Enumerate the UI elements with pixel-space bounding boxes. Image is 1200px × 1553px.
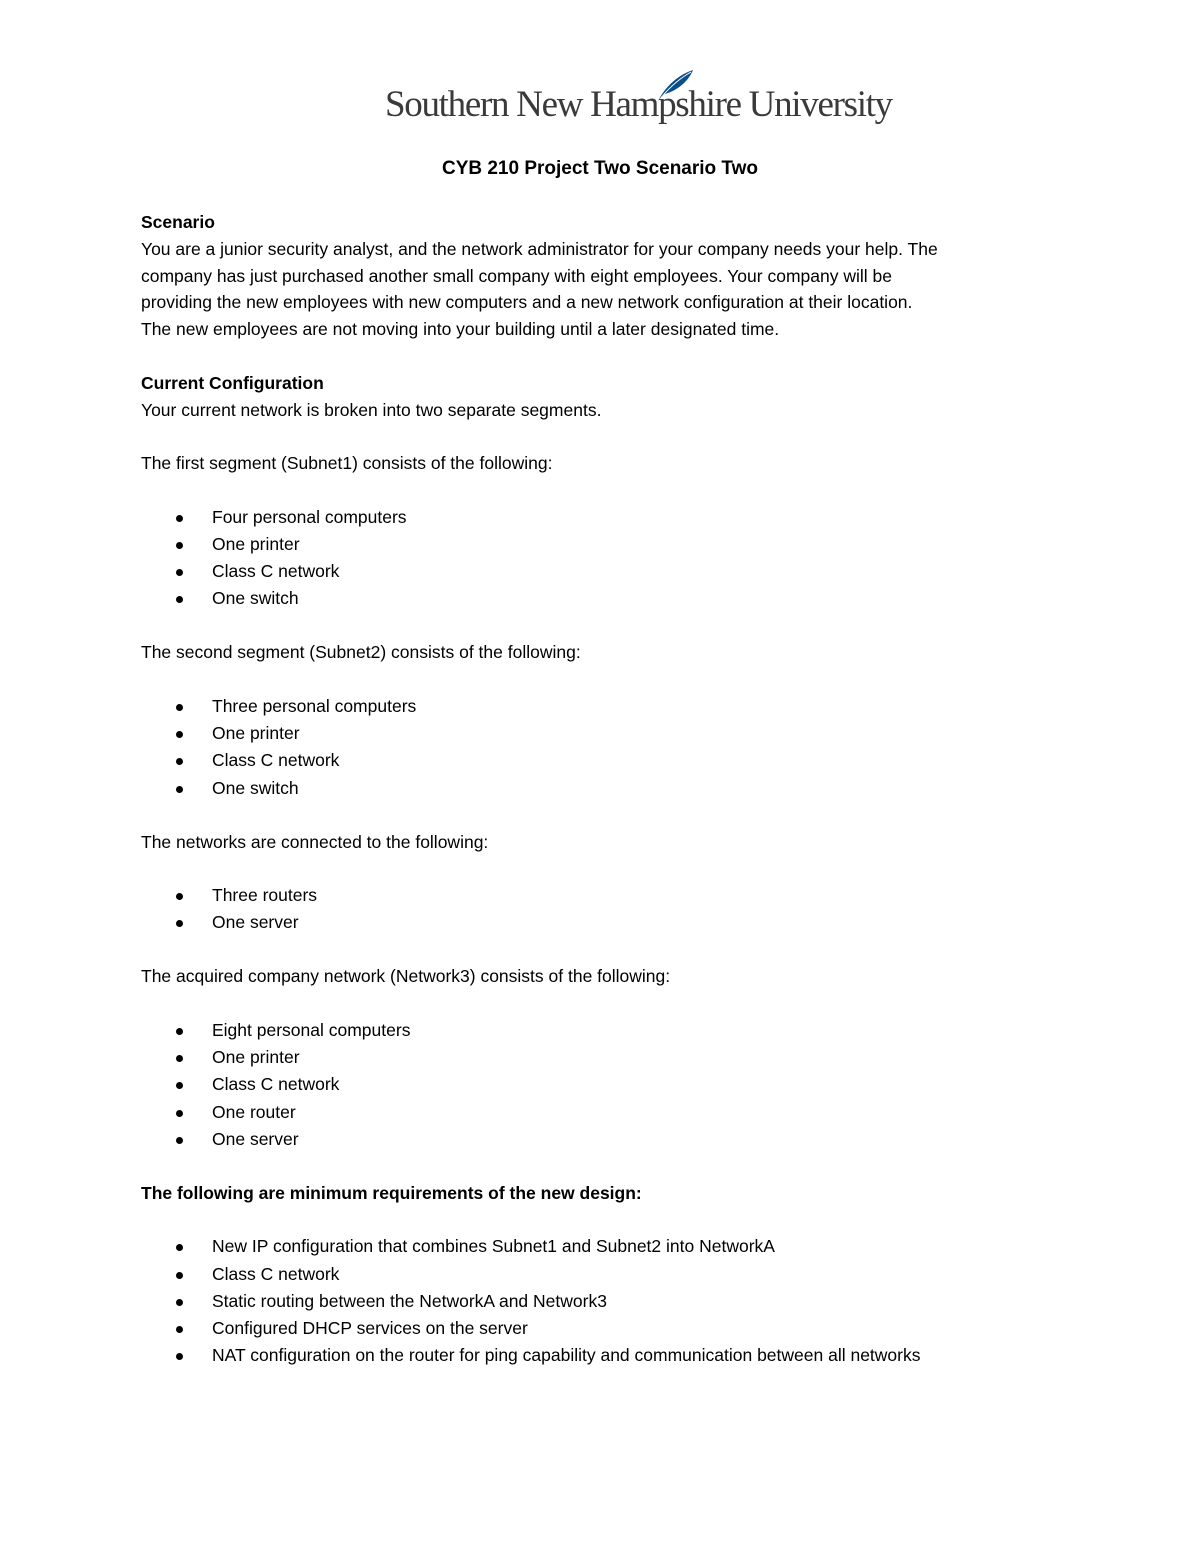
- network3-label: The acquired company network (Network3) consists of the following:: [141, 966, 671, 987]
- list-item: Class C network: [141, 1071, 1081, 1098]
- logo-wordmark: Southern New Hampshire University: [385, 84, 892, 125]
- list-item: One server: [141, 1126, 1081, 1153]
- scenario-line: company has just purchased another small company with eight employees. Your company will be: [141, 265, 892, 286]
- network3-list: [141, 1017, 1081, 1153]
- scenario-line: You are a junior security analyst, and the network administrator for your company needs your help. The: [141, 238, 938, 259]
- document-body: [141, 209, 1081, 1369]
- current-configuration-heading: Current Configuration: [141, 372, 324, 393]
- list-item: One switch: [141, 775, 1081, 802]
- page-title: CYB 210 Project Two Scenario Two: [441, 158, 759, 179]
- subnet2-label: The second segment (Subnet2) consists of the following:: [141, 642, 581, 663]
- scenario-heading: Scenario: [141, 212, 215, 232]
- list-item: Class C network: [141, 1261, 1081, 1288]
- requirements-list: [141, 1233, 1081, 1369]
- scenario-line: The new employees are not moving into your building until a later designated time.: [141, 319, 780, 340]
- list-item: Static routing between the NetworkA and Network3: [141, 1288, 1081, 1315]
- subnet2-list: [141, 693, 1081, 802]
- list-item: Class C network: [141, 747, 1081, 774]
- list-item: New IP configuration that combines Subnet1 and Subnet2 into NetworkA: [141, 1233, 1081, 1260]
- list-item: One router: [141, 1099, 1081, 1126]
- current-configuration-intro: Your current network is broken into two separate segments.: [141, 399, 602, 420]
- university-logo: [385, 68, 892, 136]
- list-item: Three routers: [141, 882, 1081, 909]
- list-item: Four personal computers: [141, 504, 1081, 531]
- list-item: One printer: [141, 531, 1081, 558]
- list-item: One switch: [141, 585, 1081, 612]
- list-item: One server: [141, 909, 1081, 936]
- subnet1-list: [141, 504, 1081, 613]
- scenario-line: providing the new employees with new computers and a new network configuration at their location.: [141, 292, 913, 313]
- requirements-heading: The following are minimum requirements of the new design:: [141, 1182, 642, 1203]
- list-item: NAT configuration on the router for ping capability and communication between all networks: [141, 1342, 1081, 1369]
- connections-label: The networks are connected to the following:: [141, 831, 489, 852]
- subnet1-label: The first segment (Subnet1) consists of the following:: [141, 453, 553, 474]
- list-item: Three personal computers: [141, 693, 1081, 720]
- list-item: Class C network: [141, 558, 1081, 585]
- list-item: Configured DHCP services on the server: [141, 1315, 1081, 1342]
- connections-list: [141, 882, 1081, 936]
- list-item: Eight personal computers: [141, 1017, 1081, 1044]
- list-item: One printer: [141, 1044, 1081, 1071]
- list-item: One printer: [141, 720, 1081, 747]
